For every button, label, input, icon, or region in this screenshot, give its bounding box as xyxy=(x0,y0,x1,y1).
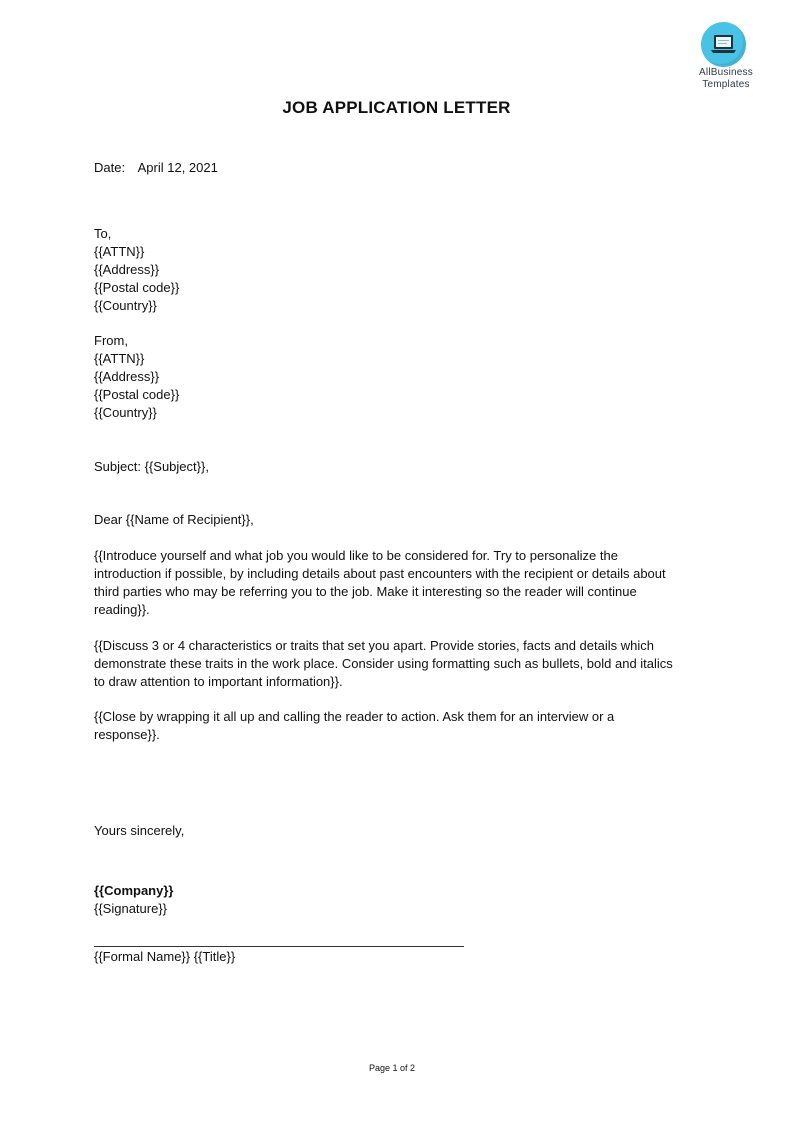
closing-line: Yours sincerely, xyxy=(94,823,185,838)
date-value: April 12, 2021 xyxy=(137,160,218,175)
logo-circle xyxy=(701,22,746,67)
formal-name-title-placeholder: {{Formal Name}} {{Title}} xyxy=(94,949,236,964)
to-label: To, xyxy=(94,226,112,241)
from-address: {{Address}} xyxy=(94,369,160,384)
date-line xyxy=(94,159,218,177)
allbusiness-templates-logo xyxy=(690,22,762,94)
subject-line: Subject: {{Subject}}, xyxy=(94,459,209,474)
document-title: JOB APPLICATION LETTER xyxy=(282,98,511,117)
to-postal-code: {{Postal code}} xyxy=(94,280,180,295)
to-attn: {{ATTN}} xyxy=(94,244,145,259)
page-number: Page 1 of 2 xyxy=(368,1063,416,1073)
salutation: Dear {{Name of Recipient}}, xyxy=(94,512,254,527)
to-address: {{Address}} xyxy=(94,262,160,277)
body-paragraph-closing: {{Close by wrapping it all up and calling the reader to action. Ask them for an interview or a response}}. xyxy=(94,709,615,742)
from-country: {{Country}} xyxy=(94,405,157,420)
signature-placeholder: {{Signature}} xyxy=(94,901,168,916)
logo-line-templates: Templates xyxy=(702,79,750,90)
from-postal-code: {{Postal code}} xyxy=(94,387,180,402)
body-paragraph-characteristics: {{Discuss 3 or 4 characteristics or traits that set you apart. Provide stories, facts and details which demonstrate these traits in the work place. Consider using formatting such as bullets, bold and italics to draw attention to important information}}. xyxy=(94,638,673,689)
logo-text xyxy=(690,67,762,91)
company-placeholder: {{Company}} xyxy=(94,883,174,898)
to-country: {{Country}} xyxy=(94,298,157,313)
from-label: From, xyxy=(94,333,128,348)
laptop-icon xyxy=(701,22,746,67)
signature-line xyxy=(94,946,464,947)
from-attn: {{ATTN}} xyxy=(94,351,145,366)
date-label: Date: xyxy=(94,160,126,175)
body-paragraph-introduction: {{Introduce yourself and what job you would like to be considered for. Try to personalize the introduction if possible, by including details about past encounters with the recipient or details about third parties who may be referring you to the job. Make it interesting so the reader will continue reading}}. xyxy=(94,548,666,617)
logo-line-allbusiness: AllBusiness xyxy=(699,67,753,78)
